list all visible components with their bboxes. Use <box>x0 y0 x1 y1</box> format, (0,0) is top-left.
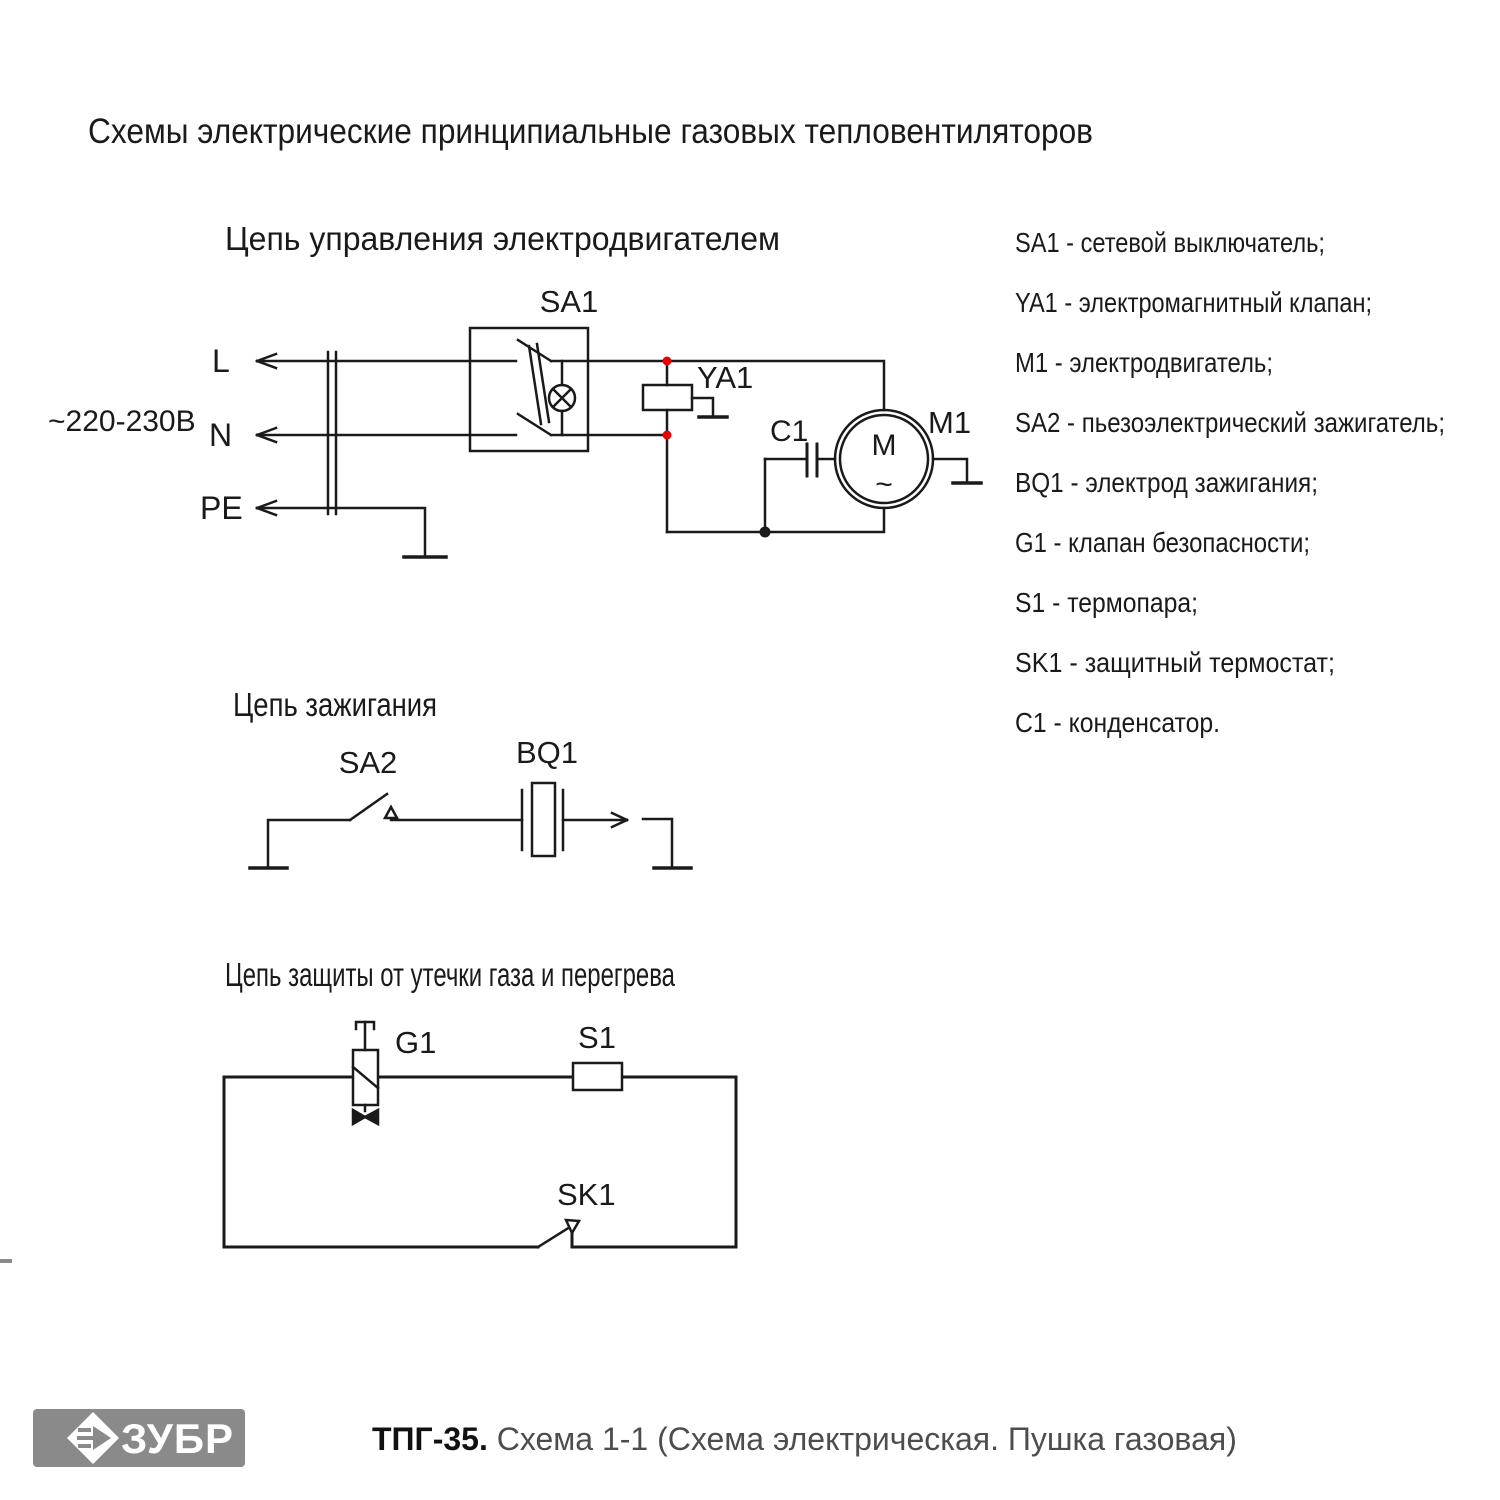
electrode-BQ1-label: BQ1 <box>515 735 579 770</box>
terminal-L-label: L <box>212 343 230 379</box>
thermostat-SK1-label: SK1 <box>557 1177 616 1212</box>
safety-valve-symbol <box>353 1022 378 1124</box>
thermocouple-symbol <box>573 1063 622 1090</box>
capacitor-C1-label: C1 <box>770 415 809 448</box>
junction-dot-red <box>663 431 672 440</box>
legend-item: M1 - электродвигатель; <box>1015 347 1273 378</box>
legend-item: SA1 - сетевой выключатель; <box>1015 227 1325 258</box>
circuit1-title: Цепь управления электродвигателем <box>225 220 780 257</box>
legend-item: YA1 - электромагнитный клапан; <box>1015 287 1372 318</box>
circuit-ignition <box>233 686 691 868</box>
legend-item: G1 - клапан безопасности; <box>1015 527 1310 558</box>
circuit2-title: Цепь зажигания <box>233 686 437 723</box>
circuit3-title: Цепь защиты от утечки газа и перегрева <box>225 956 676 993</box>
valve-YA1-label: YA1 <box>697 360 754 395</box>
igniter-SA2-label: SA2 <box>338 745 398 780</box>
circuit-protection <box>224 956 736 1247</box>
circuit-motor-control <box>48 220 981 557</box>
legend-item: BQ1 - электрод зажигания; <box>1015 467 1318 498</box>
valve-G1-label: G1 <box>395 1025 437 1060</box>
supply-voltage-label: ~220-230В <box>48 405 196 438</box>
scheme-description: Схема 1-1 (Схема электрическая. Пушка газовая) <box>496 1421 1237 1457</box>
zubr-logo <box>33 1409 245 1467</box>
footer-caption <box>372 1419 1237 1459</box>
piezo-igniter-switch-symbol <box>350 794 397 820</box>
legend-item: SA2 - пьезоэлектрический зажигатель; <box>1015 407 1445 438</box>
motor-letter: M <box>871 429 897 462</box>
model-number: ТПГ-35. <box>372 1421 488 1457</box>
terminal-PE-label: PE <box>200 490 243 526</box>
thermocouple-S1-label: S1 <box>578 1020 616 1055</box>
circuit3-wiring <box>224 1077 736 1247</box>
motor-M1-label: M1 <box>928 405 972 440</box>
brand-name: ЗУБР <box>121 1415 235 1462</box>
capacitor-symbol <box>765 444 835 476</box>
legend-item: C1 - конденсатор. <box>1015 707 1220 738</box>
legend-item: SK1 - защитный термостат; <box>1015 647 1335 678</box>
junction-dot <box>760 527 771 538</box>
junction-dot-red <box>663 357 672 366</box>
motor-ac-sign: ~ <box>875 468 893 501</box>
circuit1-wiring <box>257 340 884 557</box>
plug-connector-icon <box>328 352 336 514</box>
page-edge-mark <box>0 1259 12 1263</box>
legend-item: S1 - термопара; <box>1015 587 1198 618</box>
page-title: Схемы электрические принципиальные газовых тепловентиляторов <box>88 112 1093 151</box>
terminal-N-label: N <box>209 417 233 453</box>
legend <box>1015 227 1445 738</box>
power-switch-symbol <box>470 328 588 451</box>
switch-SA1-label: SA1 <box>539 284 599 319</box>
